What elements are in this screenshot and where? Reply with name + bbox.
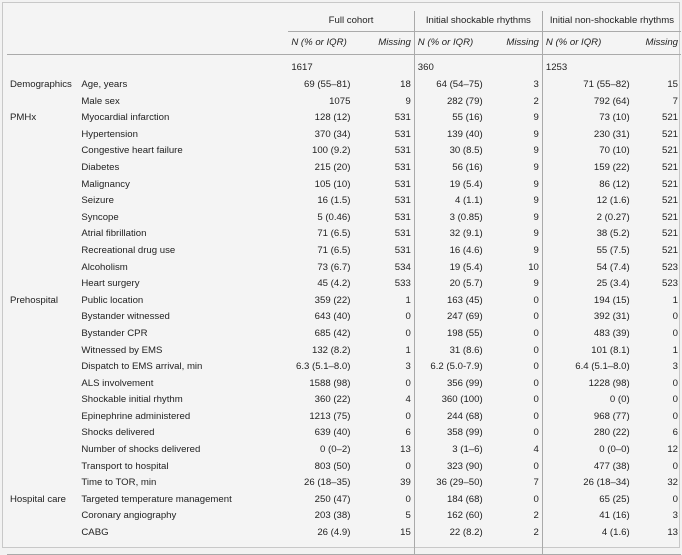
cell-nonshockable-n: 392 (31) <box>542 309 632 326</box>
cell-nonshockable-n: 70 (10) <box>542 143 632 160</box>
table-row <box>7 94 681 111</box>
cell-full-missing: 531 <box>394 228 411 240</box>
total-full-cohort: 1617 <box>291 61 313 73</box>
cell-full-n: 643 (40) <box>314 311 351 323</box>
cell-full-missing: 0 <box>405 493 411 505</box>
row-variable: Congestive heart failure <box>81 145 183 157</box>
cell-nonshockable-missing: 6 <box>672 427 678 439</box>
cell-shockable-missing: 0 <box>533 344 539 356</box>
col-header-missing: Missing <box>378 36 411 48</box>
cell-shockable-missing: 0 <box>533 427 539 439</box>
cell-full-missing: 18 <box>400 79 411 90</box>
cell-nonshockable-n: 73 (10) <box>542 110 632 127</box>
cell-shockable-n: 162 (60) <box>414 508 485 525</box>
row-variable: Targeted temperature management <box>81 493 232 505</box>
cell-shockable-missing: 9 <box>533 211 539 223</box>
table-row <box>7 260 681 277</box>
table-frame <box>2 2 680 548</box>
table-row <box>7 508 681 525</box>
row-category <box>7 442 78 459</box>
table-row <box>7 143 681 160</box>
cell-full-n: 250 (47) <box>314 493 351 505</box>
table-row <box>7 492 681 509</box>
cell-nonshockable-n: 0 (0–0) <box>542 442 632 459</box>
cell-nonshockable-missing: 521 <box>661 228 678 240</box>
cell-shockable-n: 32 (9.1) <box>414 226 485 243</box>
cell-shockable-n: 358 (99) <box>414 425 485 442</box>
table-row <box>7 127 681 144</box>
row-variable: Myocardial infarction <box>81 112 170 124</box>
cell-full-n: 16 (1.5) <box>317 195 351 207</box>
table-row <box>7 77 681 94</box>
cell-full-n: 359 (22) <box>314 294 351 306</box>
row-variable: Seizure <box>81 195 114 207</box>
row-category <box>7 376 78 393</box>
col-header-missing: Missing <box>506 36 539 48</box>
row-variable: Epinephrine administered <box>81 410 191 422</box>
cell-shockable-missing: 9 <box>533 244 539 256</box>
cell-nonshockable-missing: 521 <box>661 161 678 173</box>
table-row <box>7 160 681 177</box>
row-category <box>7 193 78 210</box>
cell-nonshockable-n: 483 (39) <box>542 326 632 343</box>
cell-full-n: 128 (12) <box>314 112 351 124</box>
cell-full-n: 73 (6.7) <box>317 261 351 273</box>
cell-full-n: 215 (20) <box>314 161 351 173</box>
cell-full-n: 71 (6.5) <box>317 244 351 256</box>
table-bottom-rule <box>7 542 681 555</box>
row-variable: Heart surgery <box>81 278 140 290</box>
cell-shockable-missing: 0 <box>533 377 539 389</box>
row-category: Demographics <box>10 79 72 90</box>
cell-shockable-missing: 10 <box>528 261 539 273</box>
cell-nonshockable-n: 2 (0.27) <box>542 210 632 227</box>
row-category: PMHx <box>10 112 37 124</box>
cell-full-missing: 1 <box>405 294 411 306</box>
row-category <box>7 343 78 360</box>
cell-full-n: 203 (38) <box>314 510 351 522</box>
group-header-shockable: Initial shockable rhythms <box>414 11 542 32</box>
row-variable: Age, years <box>81 79 128 90</box>
row-category <box>7 309 78 326</box>
header-blank <box>78 32 288 55</box>
cell-full-n: 69 (55–81) <box>304 79 351 90</box>
cell-shockable-n: 55 (16) <box>414 110 485 127</box>
cell-full-missing: 534 <box>394 261 411 273</box>
table-row <box>7 343 681 360</box>
cell-full-missing: 3 <box>405 361 411 373</box>
cell-full-n: 1075 <box>329 95 351 107</box>
cell-nonshockable-missing: 1 <box>672 294 678 306</box>
cell-shockable-missing: 2 <box>533 510 539 522</box>
row-category <box>7 425 78 442</box>
cell-full-n: 360 (22) <box>314 394 351 406</box>
cell-nonshockable-n: 4 (1.6) <box>542 525 632 542</box>
cell-nonshockable-missing: 0 <box>672 460 678 472</box>
cell-shockable-n: 356 (99) <box>414 376 485 393</box>
cell-nonshockable-missing: 521 <box>661 112 678 124</box>
cell-full-missing: 531 <box>394 145 411 157</box>
cell-shockable-missing: 9 <box>533 228 539 240</box>
row-variable: Shocks delivered <box>81 427 155 439</box>
row-variable: Hypertension <box>81 128 138 140</box>
table-body <box>7 55 681 542</box>
cell-full-n: 1588 (98) <box>309 377 351 389</box>
row-variable: Alcoholism <box>81 261 128 273</box>
row-category <box>7 160 78 177</box>
cell-nonshockable-n: 6.4 (5.1–8.0) <box>542 359 632 376</box>
cell-full-missing: 531 <box>394 178 411 190</box>
table-row <box>7 243 681 260</box>
cell-shockable-n: 22 (8.2) <box>414 525 485 542</box>
table-row <box>7 177 681 194</box>
cell-full-missing: 13 <box>400 444 411 456</box>
cell-shockable-missing: 9 <box>533 195 539 207</box>
cell-nonshockable-missing: 521 <box>661 145 678 157</box>
cell-shockable-n: 163 (45) <box>414 293 485 310</box>
cell-nonshockable-missing: 12 <box>667 444 678 456</box>
cell-nonshockable-missing: 0 <box>672 493 678 505</box>
cell-shockable-n: 198 (55) <box>414 326 485 343</box>
cell-shockable-n: 184 (68) <box>414 492 485 509</box>
cell-full-n: 0 (0–2) <box>320 444 351 456</box>
cell-nonshockable-n: 477 (38) <box>542 459 632 476</box>
cell-full-missing: 531 <box>394 128 411 140</box>
row-variable: Malignancy <box>81 178 130 190</box>
cell-nonshockable-missing: 521 <box>661 178 678 190</box>
cell-shockable-missing: 9 <box>533 128 539 140</box>
cell-nonshockable-n: 26 (18–34) <box>542 475 632 492</box>
cell-nonshockable-n: 1228 (98) <box>542 376 632 393</box>
cell-nonshockable-n: 38 (5.2) <box>542 226 632 243</box>
cell-shockable-missing: 0 <box>533 394 539 406</box>
cell-shockable-missing: 0 <box>533 311 539 323</box>
cell-nonshockable-missing: 0 <box>672 311 678 323</box>
cell-full-missing: 4 <box>405 394 411 406</box>
cell-nonshockable-missing: 1 <box>672 344 678 356</box>
cell-shockable-missing: 2 <box>533 95 539 107</box>
row-variable: Shockable initial rhythm <box>81 394 183 406</box>
cell-full-missing: 531 <box>394 211 411 223</box>
cell-full-n: 45 (4.2) <box>317 278 351 290</box>
table-row <box>7 475 681 492</box>
total-shockable: 360 <box>414 55 485 78</box>
cell-shockable-missing: 0 <box>533 460 539 472</box>
cell-shockable-n: 6.2 (5.0-7.9) <box>414 359 485 376</box>
table-row <box>7 425 681 442</box>
cell-shockable-n: 360 (100) <box>414 392 485 409</box>
cell-full-missing: 0 <box>405 410 411 422</box>
row-variable: Bystander witnessed <box>81 311 170 323</box>
cell-shockable-n: 244 (68) <box>414 409 485 426</box>
cell-nonshockable-missing: 3 <box>672 510 678 522</box>
row-category: Prehospital <box>10 294 58 306</box>
cell-nonshockable-n: 71 (55–82) <box>542 77 632 94</box>
cohort-characteristics-table <box>7 11 681 555</box>
cell-nonshockable-missing: 521 <box>661 128 678 140</box>
row-category: Hospital care <box>10 493 66 505</box>
cell-nonshockable-missing: 0 <box>672 327 678 339</box>
cell-nonshockable-n: 86 (12) <box>542 177 632 194</box>
col-header-n: N (% or IQR) <box>542 32 632 55</box>
cell-shockable-n: 30 (8.5) <box>414 143 485 160</box>
cell-full-missing: 533 <box>394 278 411 290</box>
cell-shockable-n: 56 (16) <box>414 160 485 177</box>
table-row <box>7 459 681 476</box>
cell-nonshockable-missing: 3 <box>672 361 678 373</box>
table-row <box>7 442 681 459</box>
cell-shockable-missing: 7 <box>533 477 539 489</box>
row-variable: CABG <box>81 527 109 539</box>
cell-nonshockable-n: 65 (25) <box>542 492 632 509</box>
row-variable: Dispatch to EMS arrival, min <box>81 361 203 373</box>
cell-full-n: 370 (34) <box>314 128 351 140</box>
cell-shockable-n: 282 (79) <box>414 94 485 111</box>
cell-nonshockable-n: 0 (0) <box>542 392 632 409</box>
cell-full-n: 803 (50) <box>314 460 351 472</box>
cell-nonshockable-missing: 0 <box>672 377 678 389</box>
cell-nonshockable-missing: 13 <box>667 527 678 539</box>
col-header-n: N (% or IQR) <box>291 36 347 48</box>
cell-full-missing: 6 <box>405 427 411 439</box>
cell-shockable-missing: 9 <box>533 161 539 173</box>
cell-shockable-missing: 0 <box>533 361 539 373</box>
row-category <box>7 459 78 476</box>
cell-shockable-missing: 0 <box>533 294 539 306</box>
table-row <box>7 226 681 243</box>
row-category <box>7 326 78 343</box>
row-variable: Transport to hospital <box>81 460 169 472</box>
cell-full-missing: 0 <box>405 311 411 323</box>
table-row <box>7 276 681 293</box>
row-category <box>7 392 78 409</box>
cell-nonshockable-n: 159 (22) <box>542 160 632 177</box>
row-category <box>7 127 78 144</box>
cell-shockable-missing: 0 <box>533 327 539 339</box>
cell-full-n: 5 (0.46) <box>317 211 351 223</box>
table-row <box>7 309 681 326</box>
cell-full-missing: 9 <box>405 95 411 107</box>
cell-nonshockable-n: 792 (64) <box>542 94 632 111</box>
cell-full-n: 132 (8.2) <box>312 344 351 356</box>
cell-full-missing: 531 <box>394 161 411 173</box>
cell-shockable-missing: 2 <box>533 527 539 539</box>
cell-full-missing: 1 <box>405 344 411 356</box>
table-row <box>7 525 681 542</box>
row-category <box>7 359 78 376</box>
row-variable: Coronary angiography <box>81 510 177 522</box>
row-variable: Recreational drug use <box>81 244 176 256</box>
cell-shockable-n: 3 (1–6) <box>414 442 485 459</box>
row-category <box>7 210 78 227</box>
row-category <box>7 409 78 426</box>
row-category <box>7 508 78 525</box>
cell-full-n: 26 (18–35) <box>304 477 351 489</box>
cell-full-missing: 531 <box>394 195 411 207</box>
header-blank <box>78 11 288 32</box>
row-category <box>7 525 78 542</box>
cell-nonshockable-n: 194 (15) <box>542 293 632 310</box>
col-header-missing: Missing <box>645 36 678 48</box>
cell-nonshockable-missing: 521 <box>661 195 678 207</box>
header-blank <box>7 11 78 32</box>
cell-nonshockable-missing: 0 <box>672 394 678 406</box>
cell-full-missing: 39 <box>400 477 411 489</box>
row-variable: Number of shocks delivered <box>81 444 201 456</box>
cell-nonshockable-n: 12 (1.6) <box>542 193 632 210</box>
cell-full-n: 639 (40) <box>314 427 351 439</box>
cell-shockable-missing: 9 <box>533 112 539 124</box>
row-category <box>7 94 78 111</box>
cell-nonshockable-missing: 7 <box>672 95 678 107</box>
table-row <box>7 193 681 210</box>
row-category <box>7 177 78 194</box>
cell-shockable-n: 139 (40) <box>414 127 485 144</box>
cell-full-missing: 0 <box>405 460 411 472</box>
row-category <box>7 475 78 492</box>
table-row <box>7 392 681 409</box>
table-row <box>7 110 681 127</box>
cell-full-missing: 0 <box>405 327 411 339</box>
cell-shockable-missing: 0 <box>533 493 539 505</box>
group-header-non-shockable: Initial non-shockable rhythms <box>542 11 681 32</box>
cell-nonshockable-missing: 0 <box>672 410 678 422</box>
col-header-n: N (% or IQR) <box>414 32 485 55</box>
row-category <box>7 226 78 243</box>
row-category <box>7 276 78 293</box>
row-variable: Male sex <box>81 95 120 107</box>
cell-full-n: 26 (4.9) <box>317 527 351 539</box>
cell-nonshockable-n: 280 (22) <box>542 425 632 442</box>
cell-full-n: 71 (6.5) <box>317 228 351 240</box>
table-row <box>7 376 681 393</box>
cell-nonshockable-n: 55 (7.5) <box>542 243 632 260</box>
row-category <box>7 143 78 160</box>
cell-shockable-missing: 9 <box>533 145 539 157</box>
cell-full-missing: 15 <box>400 527 411 539</box>
cell-shockable-n: 19 (5.4) <box>414 177 485 194</box>
group-header-full-cohort: Full cohort <box>288 11 414 32</box>
cell-full-n: 6.3 (5.1–8.0) <box>296 361 351 373</box>
row-variable: Syncope <box>81 211 119 223</box>
row-variable: Atrial fibrillation <box>81 228 147 240</box>
cell-full-n: 685 (42) <box>314 327 351 339</box>
cell-full-n: 105 (10) <box>314 178 351 190</box>
row-variable: Diabetes <box>81 161 120 173</box>
cell-nonshockable-n: 25 (3.4) <box>542 276 632 293</box>
cell-full-missing: 5 <box>405 510 411 522</box>
cell-shockable-missing: 3 <box>533 79 539 90</box>
cell-full-missing: 531 <box>394 112 411 124</box>
cell-nonshockable-n: 101 (8.1) <box>542 343 632 360</box>
cell-shockable-missing: 0 <box>533 410 539 422</box>
row-category <box>7 260 78 277</box>
cell-nonshockable-missing: 32 <box>667 477 678 489</box>
cell-shockable-missing: 4 <box>533 444 539 456</box>
header-blank <box>7 32 78 55</box>
cell-shockable-missing: 9 <box>533 178 539 190</box>
row-variable: Time to TOR, min <box>81 477 157 489</box>
cell-shockable-n: 247 (69) <box>414 309 485 326</box>
cell-nonshockable-n: 968 (77) <box>542 409 632 426</box>
cell-nonshockable-missing: 523 <box>661 278 678 290</box>
table-row <box>7 409 681 426</box>
cell-nonshockable-n: 230 (31) <box>542 127 632 144</box>
row-variable: Witnessed by EMS <box>81 344 163 356</box>
cell-shockable-n: 3 (0.85) <box>414 210 485 227</box>
cell-shockable-n: 64 (54–75) <box>414 77 485 94</box>
cell-full-missing: 0 <box>405 377 411 389</box>
cell-nonshockable-n: 54 (7.4) <box>542 260 632 277</box>
cell-nonshockable-missing: 521 <box>661 211 678 223</box>
row-variable: ALS involvement <box>81 377 154 389</box>
cell-nonshockable-missing: 523 <box>661 261 678 273</box>
totals-row <box>7 55 681 78</box>
cell-shockable-n: 16 (4.6) <box>414 243 485 260</box>
cell-shockable-n: 4 (1.1) <box>414 193 485 210</box>
row-variable: Bystander CPR <box>81 327 148 339</box>
cell-shockable-n: 19 (5.4) <box>414 260 485 277</box>
cell-nonshockable-missing: 521 <box>661 244 678 256</box>
table-row <box>7 359 681 376</box>
cell-shockable-n: 323 (90) <box>414 459 485 476</box>
row-variable: Public location <box>81 294 144 306</box>
cell-shockable-n: 31 (8.6) <box>414 343 485 360</box>
table-row <box>7 326 681 343</box>
cell-nonshockable-missing: 15 <box>667 79 678 90</box>
cell-nonshockable-n: 41 (16) <box>542 508 632 525</box>
cell-shockable-n: 36 (29–50) <box>414 475 485 492</box>
table-row <box>7 293 681 310</box>
row-category <box>7 243 78 260</box>
table-row <box>7 210 681 227</box>
cell-full-n: 100 (9.2) <box>312 145 351 157</box>
cell-shockable-missing: 9 <box>533 278 539 290</box>
cell-full-missing: 531 <box>394 244 411 256</box>
cell-shockable-n: 20 (5.7) <box>414 276 485 293</box>
cell-full-n: 1213 (75) <box>309 410 351 422</box>
total-non-shockable: 1253 <box>542 55 632 78</box>
